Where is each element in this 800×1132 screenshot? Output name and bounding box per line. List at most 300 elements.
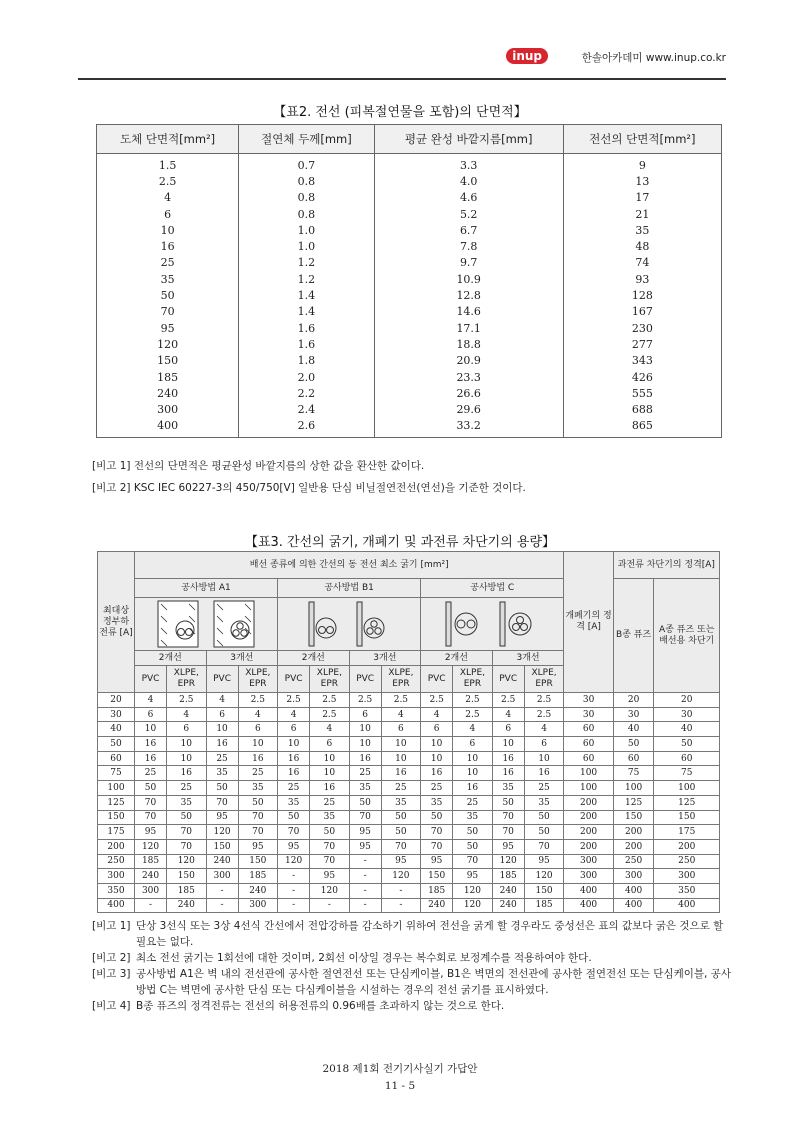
table3-cell: 16 bbox=[381, 766, 420, 781]
table-row bbox=[98, 707, 720, 722]
insulation-type-header: PVC bbox=[278, 666, 310, 693]
table-row bbox=[97, 222, 722, 238]
table-row bbox=[98, 751, 720, 766]
table3-cell: 50 bbox=[238, 795, 277, 810]
table2-cell: 74 bbox=[563, 255, 721, 271]
table3-cell: 300 bbox=[654, 869, 720, 884]
table3-cell: - bbox=[310, 898, 349, 913]
table3-cell: 10 bbox=[167, 737, 206, 752]
table3-cell: 35 bbox=[381, 795, 420, 810]
table3-cell: 25 bbox=[310, 795, 349, 810]
table3-cell: 75 bbox=[98, 766, 135, 781]
table3-cell: 16 bbox=[278, 766, 310, 781]
table3-cell: 95 bbox=[524, 854, 564, 869]
table3-cell: 2.5 bbox=[453, 693, 492, 708]
table3-note bbox=[92, 998, 732, 1014]
table2-col-header: 도체 단면적[mm²] bbox=[97, 125, 239, 154]
table3-cell: 125 bbox=[98, 795, 135, 810]
table3-note bbox=[92, 918, 732, 950]
table3-cell: - bbox=[278, 883, 310, 898]
table3-cell: 50 bbox=[381, 810, 420, 825]
table2-cell: 16 bbox=[97, 238, 239, 254]
table2-cell: 0.8 bbox=[239, 190, 374, 206]
wire-size-header: 배선 종류에 의한 간선의 동 전선 최소 굵기 [mm²] bbox=[135, 552, 564, 579]
table3-cell: 400 bbox=[564, 883, 613, 898]
table-row bbox=[97, 238, 722, 254]
table3-cell: 25 bbox=[349, 766, 381, 781]
table2-cell: 18.8 bbox=[374, 336, 563, 352]
method-a1-diagram bbox=[135, 598, 278, 651]
table3-cell: 120 bbox=[524, 869, 564, 884]
table3-cell: 70 bbox=[421, 825, 453, 840]
footer-exam-title: 2018 제1회 전기기사실기 가답안 bbox=[322, 1063, 478, 1075]
table3-cell: 2.5 bbox=[238, 693, 277, 708]
table3-cell: 240 bbox=[238, 883, 277, 898]
table3-cell: 60 bbox=[613, 751, 654, 766]
table3-cell: 16 bbox=[206, 737, 238, 752]
table-row bbox=[97, 206, 722, 222]
table3-cell: 40 bbox=[98, 722, 135, 737]
table3-cell: 20 bbox=[613, 693, 654, 708]
table3-cell: 30 bbox=[564, 707, 613, 722]
table3-cell: 95 bbox=[453, 869, 492, 884]
table3-cell: 150 bbox=[206, 839, 238, 854]
table3-cell: 95 bbox=[278, 839, 310, 854]
table3-cell: 10 bbox=[135, 722, 167, 737]
table3-cell: - bbox=[135, 898, 167, 913]
wire-count-header: 2개선 bbox=[135, 651, 207, 666]
table3-cell: 50 bbox=[453, 839, 492, 854]
table2-cell: 240 bbox=[97, 385, 239, 401]
table3-cell: 6 bbox=[310, 737, 349, 752]
table3-cell: 175 bbox=[98, 825, 135, 840]
table3-cell: 70 bbox=[349, 810, 381, 825]
table3-cell: 2.5 bbox=[492, 693, 524, 708]
table3-cell: - bbox=[349, 898, 381, 913]
table3-cell: 250 bbox=[654, 854, 720, 869]
table3-cell: 240 bbox=[492, 883, 524, 898]
table2-cell: 1.6 bbox=[239, 320, 374, 336]
note-label: [비고 4] bbox=[92, 1000, 131, 1012]
table-row bbox=[98, 854, 720, 869]
table3-cell: 4 bbox=[421, 707, 453, 722]
table3-cell: 16 bbox=[524, 766, 564, 781]
table3-cell: 70 bbox=[310, 854, 349, 869]
table3-cell: 16 bbox=[349, 751, 381, 766]
table2-cell: 128 bbox=[563, 287, 721, 303]
table3-cell: 6 bbox=[381, 722, 420, 737]
table3-cell: 25 bbox=[381, 781, 420, 796]
table3-cell: 60 bbox=[564, 737, 613, 752]
table3-cell: 25 bbox=[453, 795, 492, 810]
table3-cell: 2.5 bbox=[349, 693, 381, 708]
table2-note-2: [비고 2] KSC IEC 60227-3의 450/750[V] 일반용 단심 비닐절연전선(연선)을 기준한 것이다. bbox=[92, 482, 526, 494]
conduit-in-wall-2core-icon bbox=[157, 600, 199, 648]
insulation-type-header: PVC bbox=[206, 666, 238, 693]
table3-cell: 120 bbox=[310, 883, 349, 898]
table3-cell: 300 bbox=[564, 869, 613, 884]
table3-cell: 2.5 bbox=[310, 693, 349, 708]
table3-cell: 10 bbox=[206, 722, 238, 737]
table3-cell: 300 bbox=[206, 869, 238, 884]
conduit-on-wall-2core-icon bbox=[308, 600, 342, 648]
table3-cell: 185 bbox=[238, 869, 277, 884]
table3-cell: 35 bbox=[206, 766, 238, 781]
table3-cell: 70 bbox=[278, 825, 310, 840]
table3-cell: - bbox=[349, 883, 381, 898]
table-row bbox=[97, 304, 722, 320]
table3-cell: 50 bbox=[167, 810, 206, 825]
table3-cell: 50 bbox=[524, 825, 564, 840]
table3-cell: 150 bbox=[167, 869, 206, 884]
table3-cell: 25 bbox=[135, 766, 167, 781]
table2-cell: 0.8 bbox=[239, 206, 374, 222]
table3-cell: 70 bbox=[381, 839, 420, 854]
table3-cell: - bbox=[349, 869, 381, 884]
table2-cell: 343 bbox=[563, 353, 721, 369]
table3-cell: 25 bbox=[238, 766, 277, 781]
table2-cell: 48 bbox=[563, 238, 721, 254]
table3-cell: 150 bbox=[421, 869, 453, 884]
table3-cell: 70 bbox=[135, 810, 167, 825]
insulation-type-header: PVC bbox=[492, 666, 524, 693]
table2-cell: 12.8 bbox=[374, 287, 563, 303]
table3-cell: 95 bbox=[349, 839, 381, 854]
table3-cell: 35 bbox=[453, 810, 492, 825]
table3-cell: 120 bbox=[278, 854, 310, 869]
table3-cell: 250 bbox=[98, 854, 135, 869]
table3-cell: 16 bbox=[167, 766, 206, 781]
table3-cell: 10 bbox=[453, 766, 492, 781]
table3-cell: 6 bbox=[421, 722, 453, 737]
table3-cell: 4 bbox=[524, 722, 564, 737]
table2-cell: 17.1 bbox=[374, 320, 563, 336]
table3-cell: 50 bbox=[524, 810, 564, 825]
table2-col-header: 전선의 단면적[mm²] bbox=[563, 125, 721, 154]
table2-cell: 4.6 bbox=[374, 190, 563, 206]
table3-cell: 240 bbox=[492, 898, 524, 913]
table-row bbox=[98, 766, 720, 781]
table2-cell: 1.4 bbox=[239, 287, 374, 303]
table2-cell: 29.6 bbox=[374, 401, 563, 417]
table2-cell: 1.2 bbox=[239, 271, 374, 287]
table3-cell: 16 bbox=[238, 751, 277, 766]
method-b1-diagram bbox=[278, 598, 421, 651]
table3-cell: 120 bbox=[453, 898, 492, 913]
table2-note-1: [비고 1] 전선의 단면적은 평균완성 바깥지름의 상한 값을 환산한 값이다. bbox=[92, 460, 425, 472]
table2-cell: 277 bbox=[563, 336, 721, 352]
table-row bbox=[97, 271, 722, 287]
table3-cell: 6 bbox=[349, 707, 381, 722]
table3-cell: 70 bbox=[524, 839, 564, 854]
table3-cell: 50 bbox=[421, 810, 453, 825]
insulation-type-header: XLPE, EPR bbox=[310, 666, 349, 693]
table2-cell: 21 bbox=[563, 206, 721, 222]
table3-cell: 95 bbox=[310, 869, 349, 884]
table3-cell: - bbox=[381, 898, 420, 913]
table3-cell: - bbox=[349, 854, 381, 869]
table2-cell: 865 bbox=[563, 418, 721, 438]
table3-cell: 10 bbox=[524, 751, 564, 766]
table3-cell: 2.5 bbox=[381, 693, 420, 708]
table3-cell: 40 bbox=[654, 722, 720, 737]
table3-cell: 120 bbox=[206, 825, 238, 840]
table3-cell: 300 bbox=[564, 854, 613, 869]
table3-cell: 185 bbox=[524, 898, 564, 913]
table3-cell: 50 bbox=[310, 825, 349, 840]
table2-cell: 400 bbox=[97, 418, 239, 438]
table3-cell: 50 bbox=[613, 737, 654, 752]
table3-cell: 125 bbox=[654, 795, 720, 810]
table3-cell: 2.5 bbox=[524, 707, 564, 722]
table3-cell: 2.5 bbox=[524, 693, 564, 708]
table-row bbox=[97, 418, 722, 438]
table2-cell: 1.0 bbox=[239, 238, 374, 254]
table3-cell: 6 bbox=[524, 737, 564, 752]
table3-cell: 40 bbox=[613, 722, 654, 737]
table2-cell: 150 bbox=[97, 353, 239, 369]
table2-cell: 1.8 bbox=[239, 353, 374, 369]
table2-cell: 23.3 bbox=[374, 369, 563, 385]
table3-cell: 6 bbox=[238, 722, 277, 737]
table3-cell: 350 bbox=[654, 883, 720, 898]
table3-cell: 2.5 bbox=[421, 693, 453, 708]
table2-cell: 300 bbox=[97, 401, 239, 417]
table3-cell: 16 bbox=[492, 751, 524, 766]
table2-cell: 10.9 bbox=[374, 271, 563, 287]
table2-cell: 688 bbox=[563, 401, 721, 417]
table-row bbox=[98, 898, 720, 913]
table3-cell: 240 bbox=[135, 869, 167, 884]
table3-cell: 95 bbox=[135, 825, 167, 840]
table3-cell: 100 bbox=[564, 781, 613, 796]
table2-cell: 50 bbox=[97, 287, 239, 303]
table3-cell: 60 bbox=[564, 722, 613, 737]
table3-cell: 400 bbox=[564, 898, 613, 913]
table2-cell: 3.3 bbox=[374, 154, 563, 174]
table3-cell: 10 bbox=[381, 737, 420, 752]
table3-cell: 50 bbox=[381, 825, 420, 840]
table3-cell: 350 bbox=[98, 883, 135, 898]
table3-cell: 70 bbox=[421, 839, 453, 854]
table3-cell: 95 bbox=[492, 839, 524, 854]
table3-cell: 35 bbox=[167, 795, 206, 810]
wire-count-header: 2개선 bbox=[278, 651, 350, 666]
table3-cell: 95 bbox=[349, 825, 381, 840]
table2-cell: 1.0 bbox=[239, 222, 374, 238]
table2-cell: 14.6 bbox=[374, 304, 563, 320]
table3-cell: 300 bbox=[238, 898, 277, 913]
table3-cell: 35 bbox=[421, 795, 453, 810]
table-row bbox=[98, 810, 720, 825]
table2-cell: 6 bbox=[97, 206, 239, 222]
table3-cell: 2.5 bbox=[310, 707, 349, 722]
inup-logo: inup bbox=[506, 48, 548, 64]
table3-cell: 240 bbox=[206, 854, 238, 869]
page-header bbox=[78, 40, 726, 80]
conduit-in-wall-3core-icon bbox=[213, 600, 255, 648]
table3-cell: 200 bbox=[564, 839, 613, 854]
table3-cell: 75 bbox=[613, 766, 654, 781]
table-row bbox=[98, 869, 720, 884]
table3-cell: 16 bbox=[278, 751, 310, 766]
note-label: [비고 1] bbox=[92, 920, 131, 932]
table3-cell: 70 bbox=[135, 795, 167, 810]
table3-cell: 4 bbox=[206, 693, 238, 708]
note-text: 단상 3선식 또는 3상 4선식 간선에서 전압강하를 감소하기 위하여 전선을 굵게 할 경우라도 중성선은 표의 값보다 굵은 것으로 할 필요는 없다. bbox=[136, 920, 724, 948]
table3-cell: 70 bbox=[206, 795, 238, 810]
table2-cell: 26.6 bbox=[374, 385, 563, 401]
table3-cell: 185 bbox=[492, 869, 524, 884]
note-text: 최소 전선 굵기는 1회선에 대한 것이며, 2회선 이상일 경우는 복수회로 보정계수를 적용하여야 한다. bbox=[136, 952, 592, 964]
table3-cell: 300 bbox=[613, 869, 654, 884]
table3-cell: 400 bbox=[613, 898, 654, 913]
table3-cell: 50 bbox=[278, 810, 310, 825]
table3-cell: 35 bbox=[278, 795, 310, 810]
table3-cell: 30 bbox=[98, 707, 135, 722]
table3-cell: - bbox=[381, 883, 420, 898]
table3-cell: 400 bbox=[98, 898, 135, 913]
table3-cell: 50 bbox=[654, 737, 720, 752]
table3-cell: 400 bbox=[613, 883, 654, 898]
table3-cell: 30 bbox=[613, 707, 654, 722]
table-row bbox=[98, 825, 720, 840]
table2-cell: 17 bbox=[563, 190, 721, 206]
table-row bbox=[97, 255, 722, 271]
table3-cell: 50 bbox=[492, 795, 524, 810]
table-row bbox=[97, 154, 722, 174]
table-row bbox=[97, 401, 722, 417]
table-row bbox=[98, 722, 720, 737]
insulation-type-header: XLPE, EPR bbox=[238, 666, 277, 693]
table-row bbox=[97, 353, 722, 369]
method-c-diagram bbox=[421, 598, 564, 651]
table3-cell: 25 bbox=[421, 781, 453, 796]
table3-cell: 6 bbox=[206, 707, 238, 722]
table2-cell: 20.9 bbox=[374, 353, 563, 369]
table2-cell: 185 bbox=[97, 369, 239, 385]
table2-cell: 1.4 bbox=[239, 304, 374, 320]
table-row bbox=[97, 190, 722, 206]
note-text: B종 퓨즈의 정격전류는 전선의 허용전류의 0.96배를 초과하지 않는 것으로 한다. bbox=[136, 1000, 505, 1012]
table3-cell: 25 bbox=[524, 781, 564, 796]
wire-count-header: 3개선 bbox=[206, 651, 278, 666]
table3-cell: 95 bbox=[238, 839, 277, 854]
table2-cell: 6.7 bbox=[374, 222, 563, 238]
table-row bbox=[97, 287, 722, 303]
table3-cell: 200 bbox=[564, 825, 613, 840]
table2-cell: 2.0 bbox=[239, 369, 374, 385]
table2-cell: 9 bbox=[563, 154, 721, 174]
table3-cell: 250 bbox=[613, 854, 654, 869]
table2-cell: 1.2 bbox=[239, 255, 374, 271]
table3-cell: 60 bbox=[98, 751, 135, 766]
table3-cell: 30 bbox=[654, 707, 720, 722]
table3-cell: 120 bbox=[135, 839, 167, 854]
table3-cell: 2.5 bbox=[453, 707, 492, 722]
table3-cell: 35 bbox=[238, 781, 277, 796]
table3-cell: 10 bbox=[167, 751, 206, 766]
insulation-type-header: PVC bbox=[421, 666, 453, 693]
table2-cell: 426 bbox=[563, 369, 721, 385]
table3-cell: 100 bbox=[613, 781, 654, 796]
table3-cell: 6 bbox=[492, 722, 524, 737]
table-row bbox=[97, 173, 722, 189]
table3-cell: 200 bbox=[98, 839, 135, 854]
table3-cell: 60 bbox=[654, 751, 720, 766]
table3-cell: 25 bbox=[167, 781, 206, 796]
table3-cell: 75 bbox=[654, 766, 720, 781]
table2-col-header: 평균 완성 바깥지름[mm] bbox=[374, 125, 563, 154]
table2-cell: 1.5 bbox=[97, 154, 239, 174]
table3-cell: 16 bbox=[135, 737, 167, 752]
conductor-area-table bbox=[96, 124, 722, 438]
table3-cell: 200 bbox=[564, 795, 613, 810]
table3-cell: 95 bbox=[421, 854, 453, 869]
insulation-type-header: PVC bbox=[135, 666, 167, 693]
table3-cell: 150 bbox=[98, 810, 135, 825]
table3-cell: - bbox=[206, 898, 238, 913]
table3-cell: 2.5 bbox=[278, 693, 310, 708]
insulation-type-header: PVC bbox=[349, 666, 381, 693]
insulation-type-header: XLPE, EPR bbox=[381, 666, 420, 693]
table3-cell: 4 bbox=[310, 722, 349, 737]
table2-cell: 0.8 bbox=[239, 173, 374, 189]
table3-cell: 150 bbox=[654, 810, 720, 825]
table3-cell: 4 bbox=[167, 707, 206, 722]
table3-cell: 20 bbox=[654, 693, 720, 708]
table3-cell: 50 bbox=[206, 781, 238, 796]
table3-cell: 10 bbox=[310, 766, 349, 781]
fuse-a-header: A종 퓨즈 또는 배선용 차단기 bbox=[654, 579, 720, 693]
table2-cell: 120 bbox=[97, 336, 239, 352]
table2-cell: 93 bbox=[563, 271, 721, 287]
table2-cell: 167 bbox=[563, 304, 721, 320]
insulation-type-header: XLPE, EPR bbox=[167, 666, 206, 693]
table2-cell: 13 bbox=[563, 173, 721, 189]
table3-cell: 4 bbox=[492, 707, 524, 722]
table2-cell: 10 bbox=[97, 222, 239, 238]
table3-cell: 100 bbox=[564, 766, 613, 781]
table3-cell: 10 bbox=[421, 751, 453, 766]
table3-cell: 2.5 bbox=[167, 693, 206, 708]
table3-cell: 10 bbox=[453, 751, 492, 766]
conduit-on-wall-3core-icon bbox=[356, 600, 390, 648]
fuse-b-header: B종 퓨즈 bbox=[613, 579, 654, 693]
table-row bbox=[98, 737, 720, 752]
table3-cell: 240 bbox=[167, 898, 206, 913]
note-text: 공사방법 A1은 벽 내의 전선관에 공사한 절연전선 또는 단심케이블, B1은 벽면의 전선관에 공사한 절연전선 또는 단심케이블, 공사방법 C는 벽면에 공사한 단심 또는 다심케이블을 시설하는 경우의 전선 굵기를 표시하였다. bbox=[136, 968, 731, 996]
note-label: [비고 3] bbox=[92, 968, 131, 980]
table3-cell: 16 bbox=[492, 766, 524, 781]
table3-cell: 4 bbox=[135, 693, 167, 708]
cable-on-wall-3core-icon bbox=[499, 600, 539, 648]
footer-page-number: 11 - 5 bbox=[384, 1080, 416, 1092]
table2-cell: 4.0 bbox=[374, 173, 563, 189]
table3-cell: - bbox=[278, 898, 310, 913]
table3-cell: 150 bbox=[613, 810, 654, 825]
table2-cell: 35 bbox=[97, 271, 239, 287]
table3-cell: 70 bbox=[492, 825, 524, 840]
table2-cell: 5.2 bbox=[374, 206, 563, 222]
table3-cell: 16 bbox=[135, 751, 167, 766]
table3-cell: 10 bbox=[278, 737, 310, 752]
table3-cell: 50 bbox=[453, 825, 492, 840]
table3-cell: 200 bbox=[564, 810, 613, 825]
table3-cell: 50 bbox=[135, 781, 167, 796]
table3-cell: 10 bbox=[349, 737, 381, 752]
wire-count-header: 3개선 bbox=[349, 651, 421, 666]
